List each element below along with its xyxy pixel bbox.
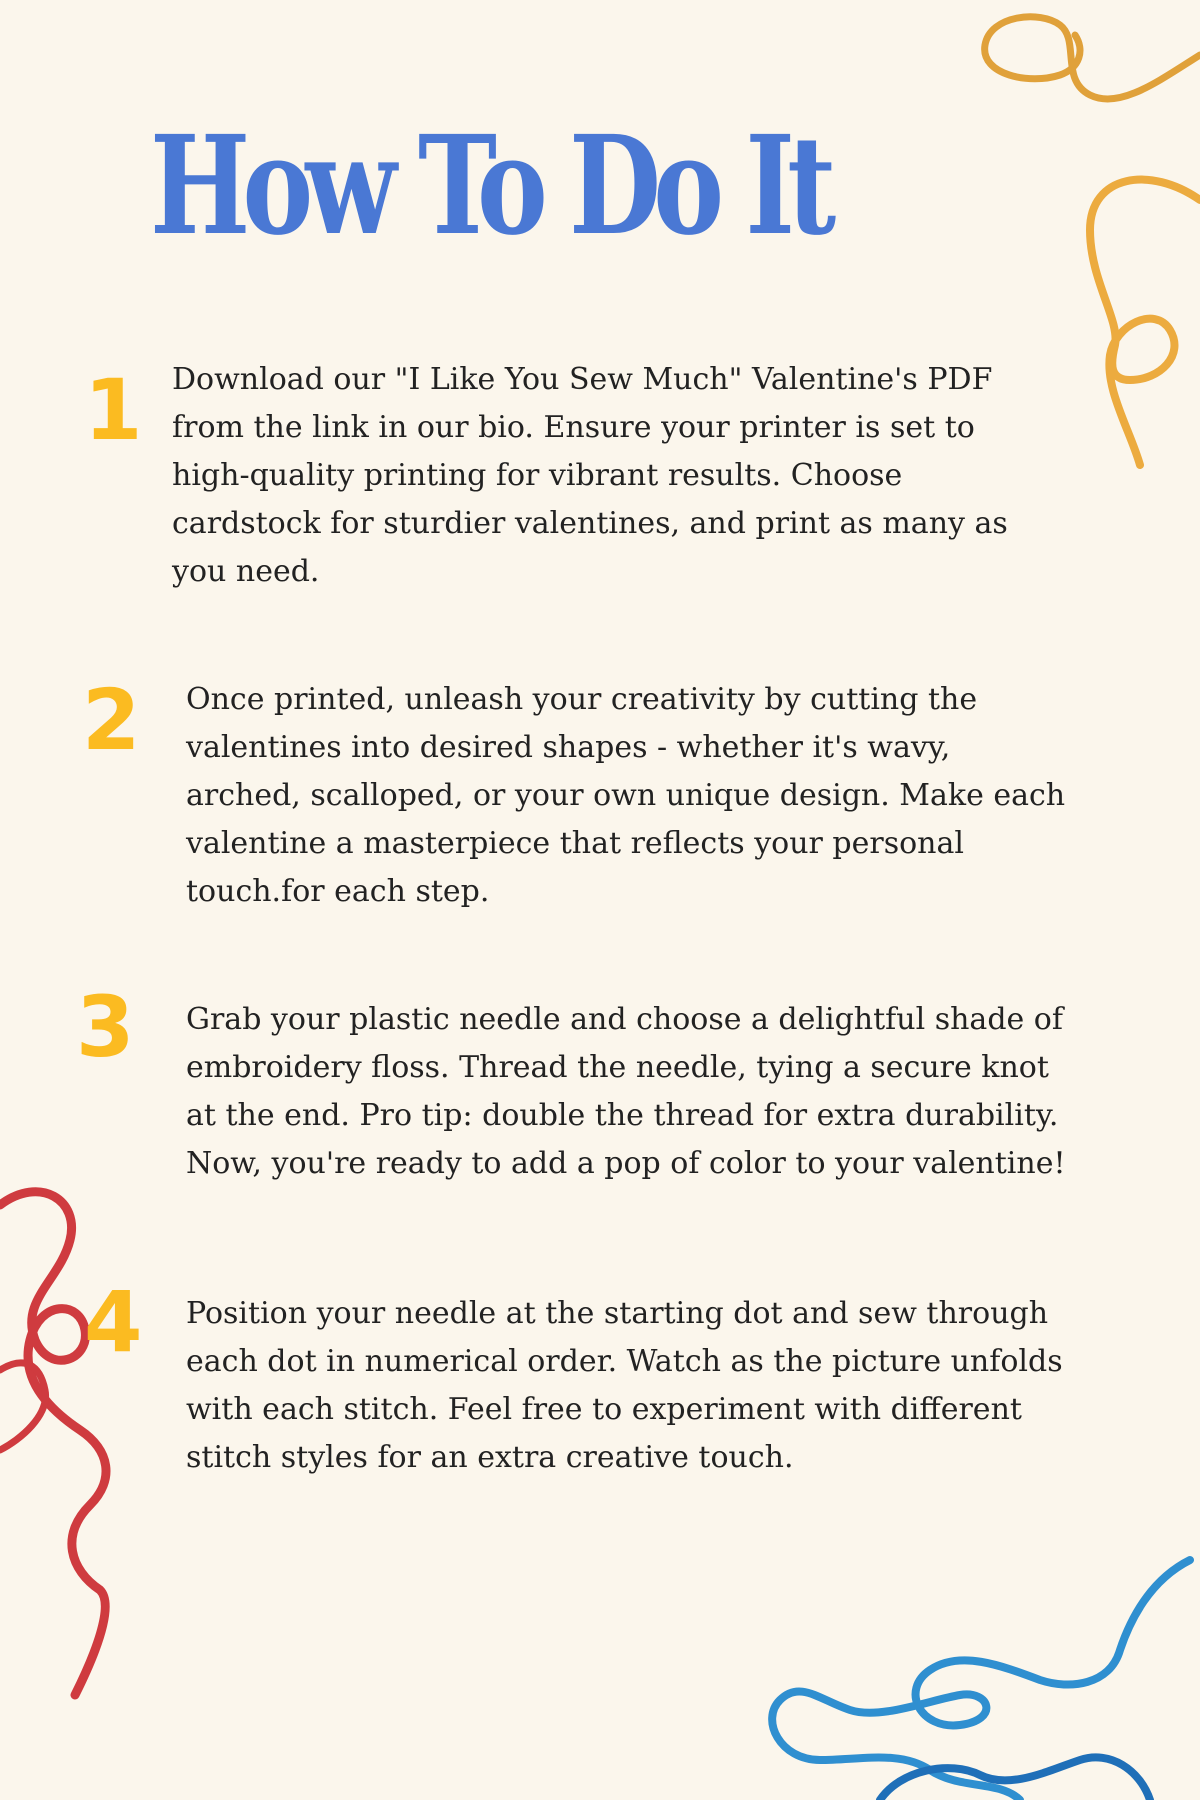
step-number: 3 (76, 978, 135, 1076)
red-yarn-strand (0, 1363, 46, 1450)
blue-yarn-strand (880, 1757, 1150, 1800)
page-title: How To Do It (150, 106, 829, 266)
step-text: Position your needle at the starting dot and sew through each dot in numerical order. Watch as the picture unfolds with each stitch. Feel free to experiment with different stitch styles for an extra creative touch. (186, 1296, 1063, 1475)
blue-yarn (772, 1560, 1190, 1800)
orange-yarn-bottom (1090, 180, 1200, 465)
step-number: 1 (84, 361, 143, 459)
orange-yarn-top (985, 17, 1200, 99)
step-text: Grab your plastic needle and choose a delightful shade of embroidery floss. Thread the needle, tying a secure knot at the end. Pro tip: double the thread for extra durability. Now, you're ready to add a pop of color to your valentine! (186, 1002, 1066, 1181)
step-number: 2 (82, 671, 141, 769)
red-yarn (0, 1192, 106, 1695)
step-number: 4 (84, 1273, 143, 1371)
step-text: Download our "I Like You Sew Much" Valentine's PDF from the link in our bio. Ensure your printer is set to high-quality printing for vibrant results. Choose cardstock for sturdier valentines, and print as many as you need. (172, 362, 1008, 589)
step-text: Once printed, unleash your creativity by cutting the valentines into desired shapes - whether it's wavy, arched, scalloped, or your own unique design. Make each valentine a masterpiece that reflects your personal touch.for each step. (186, 682, 1066, 909)
